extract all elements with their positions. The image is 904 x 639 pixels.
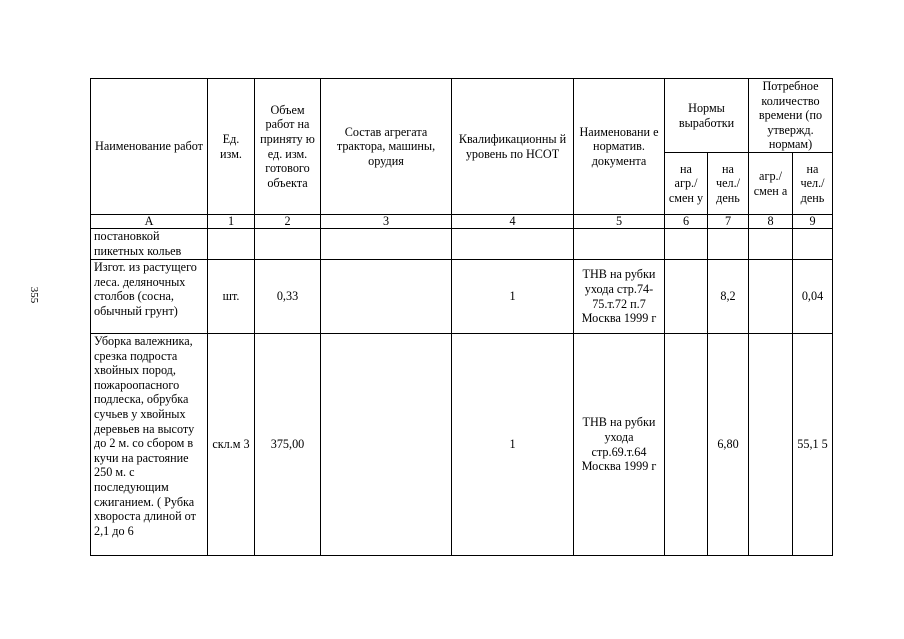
person-day-cell: 8,2	[708, 260, 749, 334]
agr-shift-cell	[665, 334, 708, 556]
index-cell: 8	[749, 215, 793, 229]
person-day-cell	[708, 229, 749, 260]
volume-cell: 0,33	[255, 260, 321, 334]
index-cell: А	[91, 215, 208, 229]
header-per-person-day-2: на чел./ день	[793, 153, 833, 215]
index-cell: 7	[708, 215, 749, 229]
person-day-cell: 6,80	[708, 334, 749, 556]
index-cell: 4	[452, 215, 574, 229]
person-day-time-cell: 0,04	[793, 260, 833, 334]
index-cell: 2	[255, 215, 321, 229]
unit-cell: шт.	[208, 260, 255, 334]
agr-shift-time-cell	[749, 334, 793, 556]
index-cell: 6	[665, 215, 708, 229]
index-cell: 9	[793, 215, 833, 229]
composition-cell	[321, 229, 452, 260]
qualification-cell	[452, 229, 574, 260]
volume-cell	[255, 229, 321, 260]
agr-shift-time-cell	[749, 260, 793, 334]
normative-doc-cell: ТНВ на рубки ухода стр.74-75.т.72 п.7 Москва 1999 г	[574, 260, 665, 334]
normative-doc-cell: ТНВ на рубки ухода стр.69.т.64 Москва 1999 г	[574, 334, 665, 556]
qualification-cell: 1	[452, 334, 574, 556]
header-per-agr-shift-2: агр./ смен а	[749, 153, 793, 215]
norms-table	[90, 78, 833, 556]
person-day-time-cell: 55,1 5	[793, 334, 833, 556]
header-per-agr-shift-1: на агр./ смен у	[665, 153, 708, 215]
header-work-name: Наименование работ	[91, 79, 208, 215]
table-row	[91, 229, 833, 260]
header-row-1	[91, 79, 833, 153]
header-per-person-day-1: на чел./ день	[708, 153, 749, 215]
header-output-norms: Нормы выработки	[665, 79, 749, 153]
volume-cell: 375,00	[255, 334, 321, 556]
person-day-time-cell	[793, 229, 833, 260]
header-normative-doc: Наименовани е норматив. документа	[574, 79, 665, 215]
header-composition: Состав агрегата трактора, машины, орудия	[321, 79, 452, 215]
table-row	[91, 334, 833, 556]
agr-shift-cell	[665, 229, 708, 260]
header-volume: Объем работ на приняту ю ед. изм. готового объекта	[255, 79, 321, 215]
normative-doc-cell	[574, 229, 665, 260]
composition-cell	[321, 260, 452, 334]
composition-cell	[321, 334, 452, 556]
work-name-cell: постановкой пикетных кольев	[91, 229, 208, 260]
agr-shift-time-cell	[749, 229, 793, 260]
index-cell: 5	[574, 215, 665, 229]
header-time-needed: Потребное количество времени (по утвержд. нормам)	[749, 79, 833, 153]
index-row	[91, 215, 833, 229]
index-cell: 3	[321, 215, 452, 229]
header-unit: Ед. изм.	[208, 79, 255, 215]
header-qualification: Квалификационны й уровень по НСОТ	[452, 79, 574, 215]
page-number: 355	[28, 286, 40, 304]
work-name-cell: Уборка валежника, срезка подроста хвойных пород, пожароопасного подлеска, обрубка сучьев у хвойных деревьев на высоту до 2 м. со сбором в кучи на растояние 250 м. с последующим сжиганием. ( Рубка хвороста длиной от 2,1 до 6	[91, 334, 208, 556]
unit-cell: скл.м 3	[208, 334, 255, 556]
qualification-cell: 1	[452, 260, 574, 334]
agr-shift-cell	[665, 260, 708, 334]
unit-cell	[208, 229, 255, 260]
work-name-cell: Изгот. из растущего леса. деляночных столбов (сосна, обычный грунт)	[91, 260, 208, 334]
index-cell: 1	[208, 215, 255, 229]
table-row	[91, 260, 833, 334]
